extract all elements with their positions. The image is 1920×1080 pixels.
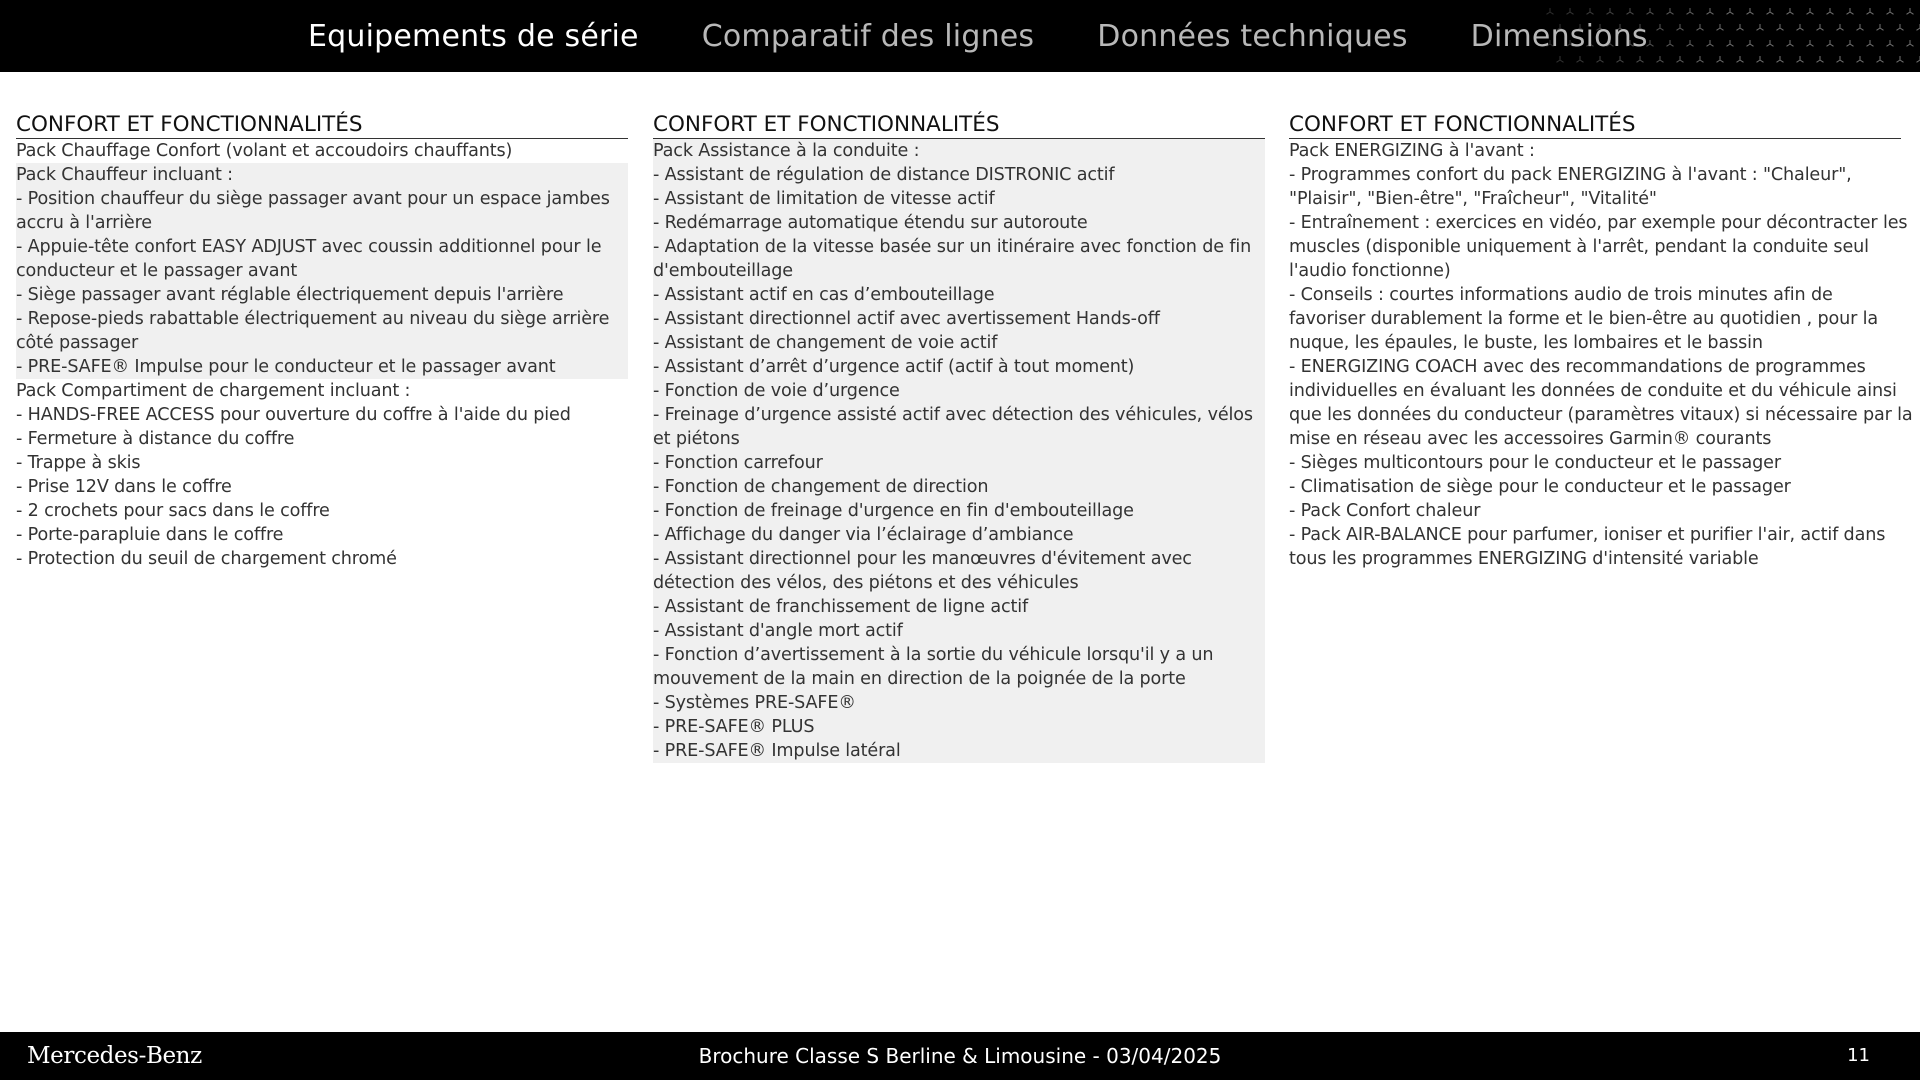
- tab-dimensions[interactable]: Dimensions: [1470, 18, 1648, 54]
- list-item: côté passager: [16, 331, 628, 355]
- list-item: - Assistant actif en cas d’embouteillage: [653, 283, 1265, 307]
- tab-equipements-de-serie[interactable]: Equipements de série: [308, 18, 639, 54]
- list-item: - Sièges multicontours pour le conducteur et le passager: [1289, 453, 1781, 473]
- column-confort-1: [16, 112, 628, 571]
- list-item: mouvement de la main en direction de la poignée de la porte: [653, 667, 1265, 691]
- list-item: - Assistant d’arrêt d’urgence actif (actif à tout moment): [653, 355, 1265, 379]
- list-item: d'embouteillage: [653, 259, 1265, 283]
- list-item: - Affichage du danger via l’éclairage d’ambiance: [653, 523, 1265, 547]
- list-item: individuelles en évaluant les données de conduite et du véhicule ainsi: [1289, 381, 1897, 401]
- list-item: conducteur et le passager avant: [16, 259, 628, 283]
- list-item: - Fonction de voie d’urgence: [653, 379, 1265, 403]
- column-confort-3: [1289, 112, 1913, 571]
- list-item: mise en réseau avec les accessoires Garmin® courants: [1289, 429, 1772, 449]
- brand-logo: Mercedes-Benz: [27, 1043, 202, 1069]
- list-item: - Pack Confort chaleur: [1289, 501, 1481, 521]
- list-item: - Porte-parapluie dans le coffre: [16, 525, 284, 545]
- column-title: CONFORT ET FONCTIONNALITÉS: [1289, 112, 1901, 139]
- list-item: - Assistant de changement de voie actif: [653, 331, 1265, 355]
- list-item: - Fonction d’avertissement à la sortie du véhicule lorsqu'il y a un: [653, 643, 1265, 667]
- column-confort-2: [653, 112, 1265, 763]
- list-item: favoriser durablement la forme et le bien-être au quotidien , pour la: [1289, 309, 1879, 329]
- list-item: - Assistant de franchissement de ligne actif: [653, 595, 1265, 619]
- list-item: - Pack AIR-BALANCE pour parfumer, ioniser et purifier l'air, actif dans: [1289, 525, 1886, 545]
- list-item: "Plaisir", "Bien-être", "Fraîcheur", "Vitalité": [1289, 189, 1657, 209]
- list-item: que les données du conducteur (paramètres vitaux) si nécessaire par la: [1289, 405, 1913, 425]
- list-item: nuque, les épaules, le buste, les lombaires et le bassin: [1289, 333, 1763, 353]
- feature-list: [1289, 139, 1913, 571]
- list-item: - Entraînement : exercices en vidéo, par exemple pour décontracter les: [1289, 213, 1908, 233]
- column-title: CONFORT ET FONCTIONNALITÉS: [653, 112, 1265, 139]
- list-item: Pack Compartiment de chargement incluant :: [16, 381, 411, 401]
- list-item: - Systèmes PRE-SAFE®: [653, 691, 1265, 715]
- list-item: accru à l'arrière: [16, 211, 628, 235]
- list-item: - Assistant directionnel pour les manœuvres d'évitement avec: [653, 547, 1265, 571]
- list-item: - Trappe à skis: [16, 453, 141, 473]
- footer-bar: [0, 1032, 1920, 1080]
- list-item: - Climatisation de siège pour le conducteur et le passager: [1289, 477, 1791, 497]
- list-item: Pack Chauffage Confort (volant et accoudoirs chauffants): [16, 141, 513, 161]
- list-item: - Freinage d’urgence assisté actif avec détection des véhicules, vélos: [653, 403, 1265, 427]
- page-number: 11: [1847, 1045, 1870, 1066]
- feature-list: [16, 139, 628, 571]
- list-item: - Assistant directionnel actif avec avertissement Hands-off: [653, 307, 1265, 331]
- list-item: muscles (disponible uniquement à l'arrêt, pendant la conduite seul: [1289, 237, 1869, 257]
- list-item: - PRE-SAFE® Impulse pour le conducteur et le passager avant: [16, 355, 628, 379]
- list-item: tous les programmes ENERGIZING d'intensité variable: [1289, 549, 1759, 569]
- list-item: - Fonction de changement de direction: [653, 475, 1265, 499]
- list-item: - Fonction de freinage d'urgence en fin d'embouteillage: [653, 499, 1265, 523]
- column-title: CONFORT ET FONCTIONNALITÉS: [16, 112, 628, 139]
- list-item: - PRE-SAFE® PLUS: [653, 715, 1265, 739]
- list-item: Pack Chauffeur incluant :: [16, 163, 628, 187]
- list-item: Pack Assistance à la conduite :: [653, 139, 1265, 163]
- list-item: - Adaptation de la vitesse basée sur un itinéraire avec fonction de fin: [653, 235, 1265, 259]
- tab-comparatif-des-lignes[interactable]: Comparatif des lignes: [701, 18, 1035, 54]
- brochure-title: Brochure Classe S Berline & Limousine - 03/04/2025: [698, 1044, 1222, 1068]
- list-item: détection des vélos, des piétons et des véhicules: [653, 571, 1265, 595]
- list-item: - Fermeture à distance du coffre: [16, 429, 295, 449]
- list-item: et piétons: [653, 427, 1265, 451]
- list-item: - Fonction carrefour: [653, 451, 1265, 475]
- list-item: - HANDS-FREE ACCESS pour ouverture du coffre à l'aide du pied: [16, 405, 571, 425]
- list-item: - Assistant de régulation de distance DISTRONIC actif: [653, 163, 1265, 187]
- list-item: - Assistant de limitation de vitesse actif: [653, 187, 1265, 211]
- tab-donnees-techniques[interactable]: Données techniques: [1097, 18, 1408, 54]
- list-item: - Programmes confort du pack ENERGIZING à l'avant : "Chaleur",: [1289, 165, 1852, 185]
- tab-list: [308, 0, 1711, 72]
- list-item: - Assistant d'angle mort actif: [653, 619, 1265, 643]
- list-item: - Redémarrage automatique étendu sur autoroute: [653, 211, 1265, 235]
- list-item: - Siège passager avant réglable électriquement depuis l'arrière: [16, 283, 628, 307]
- list-item: - ENERGIZING COACH avec des recommandations de programmes: [1289, 357, 1866, 377]
- list-item: - Appuie-tête confort EASY ADJUST avec coussin additionnel pour le: [16, 235, 628, 259]
- list-item: - Position chauffeur du siège passager avant pour un espace jambes: [16, 187, 628, 211]
- top-navigation-bar: [0, 0, 1920, 72]
- list-item: - 2 crochets pour sacs dans le coffre: [16, 501, 330, 521]
- list-item: - Protection du seuil de chargement chromé: [16, 549, 397, 569]
- list-item: - PRE-SAFE® Impulse latéral: [653, 739, 1265, 763]
- list-item: - Prise 12V dans le coffre: [16, 477, 232, 497]
- feature-list: [653, 139, 1265, 763]
- list-item: Pack ENERGIZING à l'avant :: [1289, 141, 1535, 161]
- list-item: - Repose-pieds rabattable électriquement au niveau du siège arrière: [16, 307, 628, 331]
- list-item: - Conseils : courtes informations audio de trois minutes afin de: [1289, 285, 1833, 305]
- list-item: l'audio fonctionne): [1289, 261, 1451, 281]
